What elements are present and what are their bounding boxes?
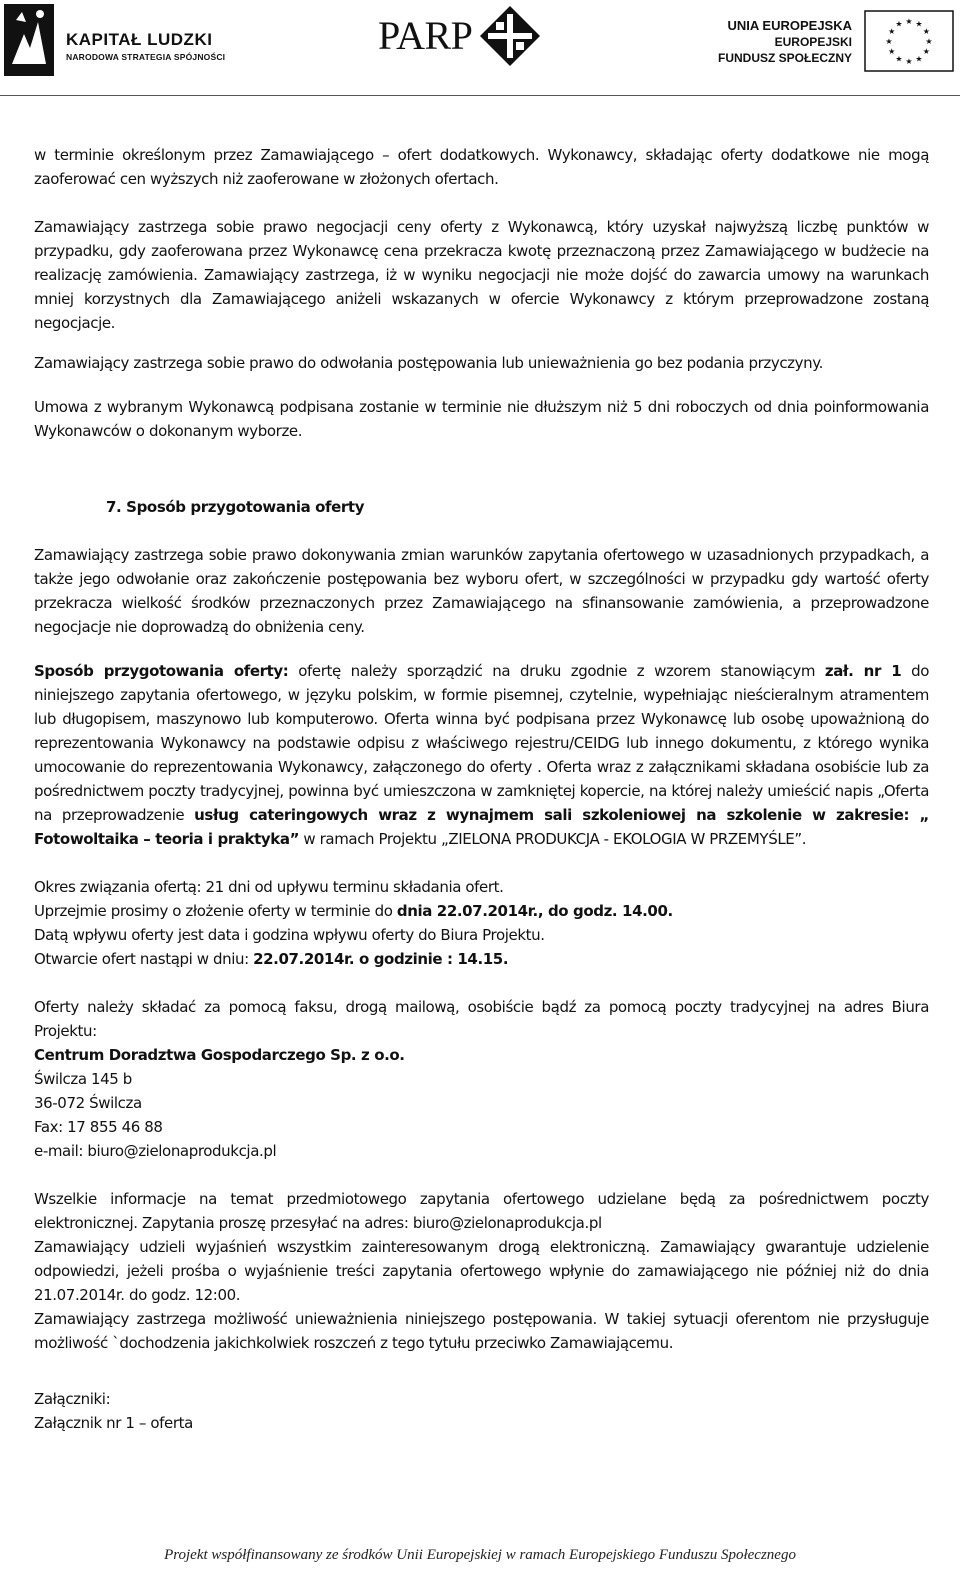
submission-deadline-date: dnia 22.07.2014r., do godz. 14.00. — [396, 902, 673, 920]
opening-date — [34, 947, 929, 971]
eu-star-icon: ★ — [888, 47, 896, 56]
kapital-ludzki-title: KAPITAŁ LUDZKI — [66, 30, 213, 49]
email-address: e-mail: biuro@zielonaprodukcja.pl — [34, 1142, 277, 1160]
page-header — [0, 0, 960, 96]
eu-star-icon: ★ — [888, 27, 896, 36]
eu-star-icon: ★ — [895, 54, 903, 64]
submission-intro: Oferty należy składać za pomocą faksu, drogą mailową, osobiście bądź za pomocą poczty tradycyjnej na adres Biura Projektu: — [34, 998, 929, 1040]
page-footer: Projekt współfinansowany ze środków Unii Europejskiej w ramach Europejskiego Funduszu Społecznego — [164, 1547, 796, 1563]
attachment-item-1: Załącznik nr 1 – oferta — [34, 1414, 193, 1432]
eu-logo-text — [718, 18, 852, 66]
section-title: Sposób przygotowania oferty — [126, 498, 365, 516]
opening-date-text: Otwarcie ofert nastąpi w dniu: — [34, 950, 254, 968]
paragraph-cancellation-right: Zamawiający zastrzega sobie prawo do odwołania postępowania lub unieważnienia go bez podania przyczyny. — [34, 354, 823, 372]
paragraph-annulment: Zamawiający zastrzega możliwość unieważnienia niniejszego postępowania. W takiej sytuacji oferentom nie przysługuje możliwość `dochodzenia jakichkolwiek roszczeń z tego tytułu przeciwko Zamawiającemu. — [34, 1310, 929, 1352]
address-city: 36-072 Świlcza — [34, 1094, 142, 1112]
eu-star-icon: ★ — [885, 37, 893, 46]
eu-star-icon: ★ — [905, 57, 913, 66]
offer-terms — [34, 875, 929, 971]
parp-wordmark: PARP — [378, 13, 473, 58]
header-divider — [0, 95, 960, 96]
paragraph-additional-offers: w terminie określonym przez Zamawiającego – ofert dodatkowych. Wykonawcy, składając oferty dodatkowe nie mogą zaoferować cen wyższych niż zaoferowane w złożonych ofertach. — [34, 146, 929, 188]
address-street: Świlcza 145 b — [34, 1070, 132, 1088]
receipt-date-note: Datą wpływu oferty jest data i godzina wpływu oferty do Biura Projektu. — [34, 926, 545, 944]
attachment-reference: zał. nr 1 — [824, 662, 902, 680]
eu-star-icon: ★ — [922, 47, 930, 56]
offer-preparation-lead: Sposób przygotowania oferty: — [34, 662, 289, 680]
section-heading-7 — [34, 495, 929, 519]
parp-diamond-icon — [478, 4, 542, 68]
kapital-ludzki-emblem-icon — [4, 4, 54, 76]
kapital-ludzki-logo — [4, 4, 304, 76]
submission-address — [34, 995, 929, 1163]
offer-preparation-text-1: ofertę należy sporządzić na druku zgodnie z wzorem stanowiącym — [288, 662, 825, 680]
offer-preparation-text-3: w ramach Projektu „ZIELONA PRODUKCJA - EKOLOGIA W PRZEMYŚLE”. — [299, 830, 807, 848]
eu-flag-icon — [864, 10, 954, 72]
submission-deadline-text: Uprzejmie prosimy o złożenie oferty w terminie do — [34, 902, 397, 920]
paragraph-negotiation: Zamawiający zastrzega sobie prawo negocjacji ceny oferty z Wykonawcą, który uzyskał najwyższą liczbę punktów w przypadku, gdy zaoferowana przez Wykonawcę cena przekracza kwotę przeznaczoną przez Zamawiającego w budżecie na realizację zamówienia. Zamawiający zastrzega, iż w wyniku negocjacji nie może dojść do zawarcia umowy na warunkach mniej korzystnych dla Zamawiającego aniżeli wskazanych w ofercie Wykonawcy z którym przeprowadzone zostaną negocjacje. — [34, 218, 929, 332]
eu-union-label: UNIA EUROPEJSKA — [727, 18, 852, 33]
submission-deadline — [34, 899, 929, 923]
eu-fund-label-1: EUROPEJSKI — [774, 35, 852, 49]
eu-fund-label-2: FUNDUSZ SPOŁECZNY — [717, 51, 852, 65]
eu-star-icon: ★ — [915, 54, 923, 64]
section-number: 7. — [106, 498, 122, 516]
fax-number: Fax: 17 855 46 88 — [34, 1118, 163, 1136]
kapital-ludzki-subtitle: NARODOWA STRATEGIA SPÓJNOŚCI — [66, 52, 226, 62]
eu-star-icon: ★ — [925, 37, 933, 46]
attachments-list — [34, 1387, 929, 1435]
organization-name — [34, 1043, 929, 1067]
paragraph-info-email: Wszelkie informacje na temat przedmiotowego zapytania ofertowego udzielane będą za pośrednictwem poczty elektronicznej. Zapytania proszę przesyłać na adres: biuro@zielonaprodukcja.pl — [34, 1190, 929, 1232]
attachments-label: Załączniki: — [34, 1390, 111, 1408]
eu-logo — [717, 10, 960, 72]
paragraph-contract-signing: Umowa z wybranym Wykonawcą podpisana zostanie w terminie nie dłuższym niż 5 dni roboczych od dnia poinformowania Wykonawców o dokonanym wyborze. — [34, 398, 929, 440]
offer-subject: usług cateringowych wraz z wynajmem sali szkoleniowej na szkolenie w zakresie: „ Fotowoltaika – teoria i praktyka” — [34, 806, 929, 848]
eu-star-icon: ★ — [895, 19, 903, 29]
binding-period: Okres związania ofertą: 21 dni od upływu terminu składania ofert. — [34, 878, 504, 896]
paragraph-clarifications: Zamawiający udzieli wyjaśnień wszystkim zainteresowanym drogą elektroniczną. Zamawiający gwarantuje udzielenie odpowiedzi, jeżeli prośba o wyjaśnienie treści zapytania ofertowego wpłynie do zamawiającego nie później niż do dnia 21.07.2014r. do godz. 12:00. — [34, 1238, 929, 1304]
organization-name-text: Centrum Doradztwa Gospodarczego Sp. z o.o. — [34, 1046, 405, 1064]
eu-star-icon: ★ — [915, 19, 923, 29]
paragraph-offer-preparation — [34, 659, 929, 851]
offer-preparation-text-2: do niniejszego zapytania ofertowego, w języku polskim, w formie pisemnej, czytelnie, wypełniając nieścieralnym atramentem lub długopisem, maszynowo lub komputerowo. Oferta winna być podpisana przez Wykonawcę lub osobę upoważnioną do reprezentowania Wykonawcy na podstawie odpisu z właściwego rejestru/CEIDG lub innego dokumentu, z którego wynika umocowanie do reprezentowania Wykonawcy, załączonego do oferty . Oferta wraz z załącznikami składana osobiście lub za pośrednictwem poczty tradycyjnej, powinna być umieszczona w zamkniętej kopercie, na której należy umieścić napis „Oferta na przeprowadzenie — [34, 662, 929, 824]
eu-star-icon: ★ — [922, 27, 930, 36]
opening-date-value: 22.07.2014r. o godzinie : 14.15. — [253, 950, 509, 968]
paragraph-change-conditions: Zamawiający zastrzega sobie prawo dokonywania zmian warunków zapytania ofertowego w uzasadnionych przypadkach, a także jego odwołanie oraz zakończenie postępowania bez wyboru ofert, w szczególności w przypadku gdy wartość oferty przekracza wielkość środków przeznaczonych przez Zamawiającego na sfinansowanie zamówienia, a przeprowadzone negocjacje nie doprowadzą do obniżenia ceny. — [34, 546, 929, 636]
eu-star-icon: ★ — [905, 17, 913, 26]
parp-logo — [378, 4, 558, 68]
document-body — [34, 143, 929, 1435]
